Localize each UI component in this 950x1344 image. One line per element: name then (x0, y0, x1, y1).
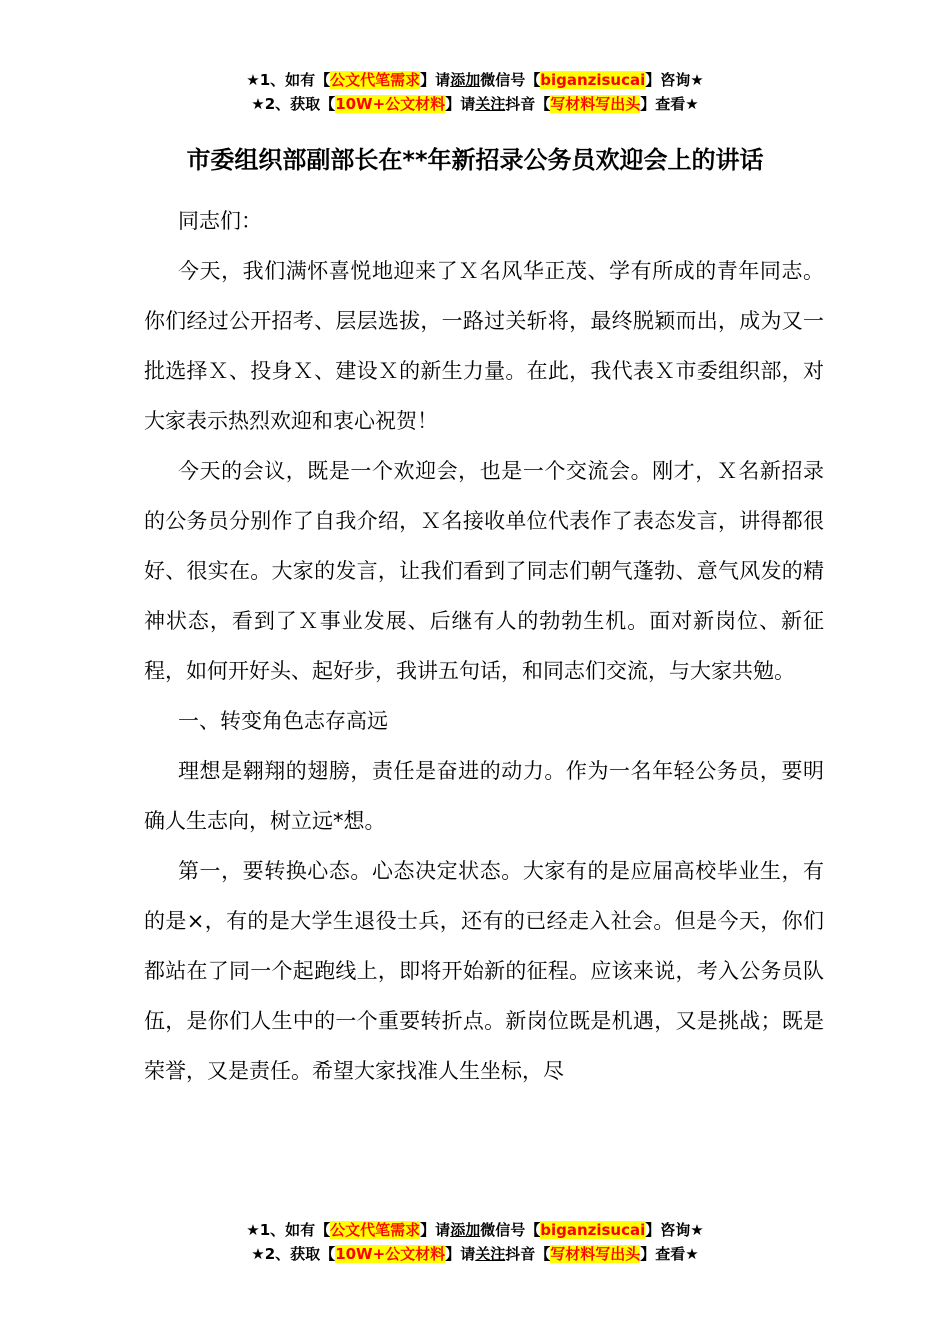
body-paragraph: 今天的会议，既是一个欢迎会，也是一个交流会。刚才，Ｘ名新招录的公务员分别作了自我介绍，Ｘ名接收单位代表作了表态发言，讲得都很好、很实在。大家的发言，让我们看到了同志们朝气蓬勃、意气风发的精神状态，看到了Ｘ事业发展、后继有人的勃勃生机。面对新岗位、新征程，如何开好头、起好步，我讲五句话，和同志们交流，与大家共勉。 (144, 459, 824, 683)
promo-text: 抖音【 (505, 95, 551, 113)
promo-underlined-text: 关注 (475, 1245, 506, 1263)
footer-promo-banner (0, 1218, 950, 1266)
promo-text: ★1、如有【 (246, 1221, 331, 1239)
section-heading: 一、转变角色志存高远 (178, 709, 388, 733)
promo-text: ★1、如有【 (246, 71, 331, 89)
promo-text: 】查看★ (640, 1245, 699, 1263)
promo-text: 】请 (420, 1221, 451, 1239)
salutation: 同志们： (178, 209, 262, 233)
document-title: 市委组织部副部长在**年新招录公务员欢迎会上的讲话 (186, 146, 764, 174)
promo-text: 微信号【 (480, 71, 541, 89)
promo-text: 】咨询★ (645, 71, 704, 89)
promo-highlight-wechat-id: biganzisucai (540, 1221, 646, 1239)
promo-highlight-douyin-id: 写材料写出头 (550, 95, 641, 113)
promo-text: 】查看★ (640, 95, 699, 113)
promo-text: 】请 (445, 1245, 476, 1263)
promo-line-1 (0, 68, 950, 92)
promo-underlined-text: 添加 (450, 1221, 481, 1239)
promo-highlight: 公文代笔需求 (330, 71, 421, 89)
promo-text: 】请 (420, 71, 451, 89)
promo-text: 抖音【 (505, 1245, 551, 1263)
promo-highlight: 10W+公文材料 (335, 95, 446, 113)
header-promo-banner (0, 68, 950, 116)
body-paragraph: 今天，我们满怀喜悦地迎来了Ｘ名风华正茂、学有所成的青年同志。你们经过公开招考、层层选拔，一路过关斩将，最终脱颖而出，成为又一批选择Ｘ、投身Ｘ、建设Ｘ的新生力量。在此，我代表Ｘ市委组织部，对大家表示热烈欢迎和衷心祝贺！ (144, 259, 824, 433)
promo-text: ★2、获取【 (251, 95, 336, 113)
promo-highlight: 10W+公文材料 (335, 1245, 446, 1263)
body-paragraph: 理想是翱翔的翅膀，责任是奋进的动力。作为一名年轻公务员，要明确人生志向，树立远*想。 (144, 759, 824, 833)
promo-highlight-douyin-id: 写材料写出头 (550, 1245, 641, 1263)
document-body (144, 196, 824, 1096)
promo-highlight: 公文代笔需求 (330, 1221, 421, 1239)
promo-underlined-text: 关注 (475, 95, 506, 113)
promo-text: 微信号【 (480, 1221, 541, 1239)
promo-line-1 (0, 1218, 950, 1242)
promo-text: 】请 (445, 95, 476, 113)
promo-underlined-text: 添加 (450, 71, 481, 89)
promo-line-2 (0, 1242, 950, 1266)
promo-line-2 (0, 92, 950, 116)
promo-text: ★2、获取【 (251, 1245, 336, 1263)
promo-text: 】咨询★ (645, 1221, 704, 1239)
promo-highlight-wechat-id: biganzisucai (540, 71, 646, 89)
body-paragraph: 第一，要转换心态。心态决定状态。大家有的是应届高校毕业生，有的是×，有的是大学生退役士兵，还有的已经走入社会。但是今天，你们都站在了同一个起跑线上，即将开始新的征程。应该来说，考入公务员队伍，是你们人生中的一个重要转折点。新岗位既是机遇，又是挑战；既是荣誉，又是责任。希望大家找准人生坐标，尽 (144, 859, 824, 1083)
